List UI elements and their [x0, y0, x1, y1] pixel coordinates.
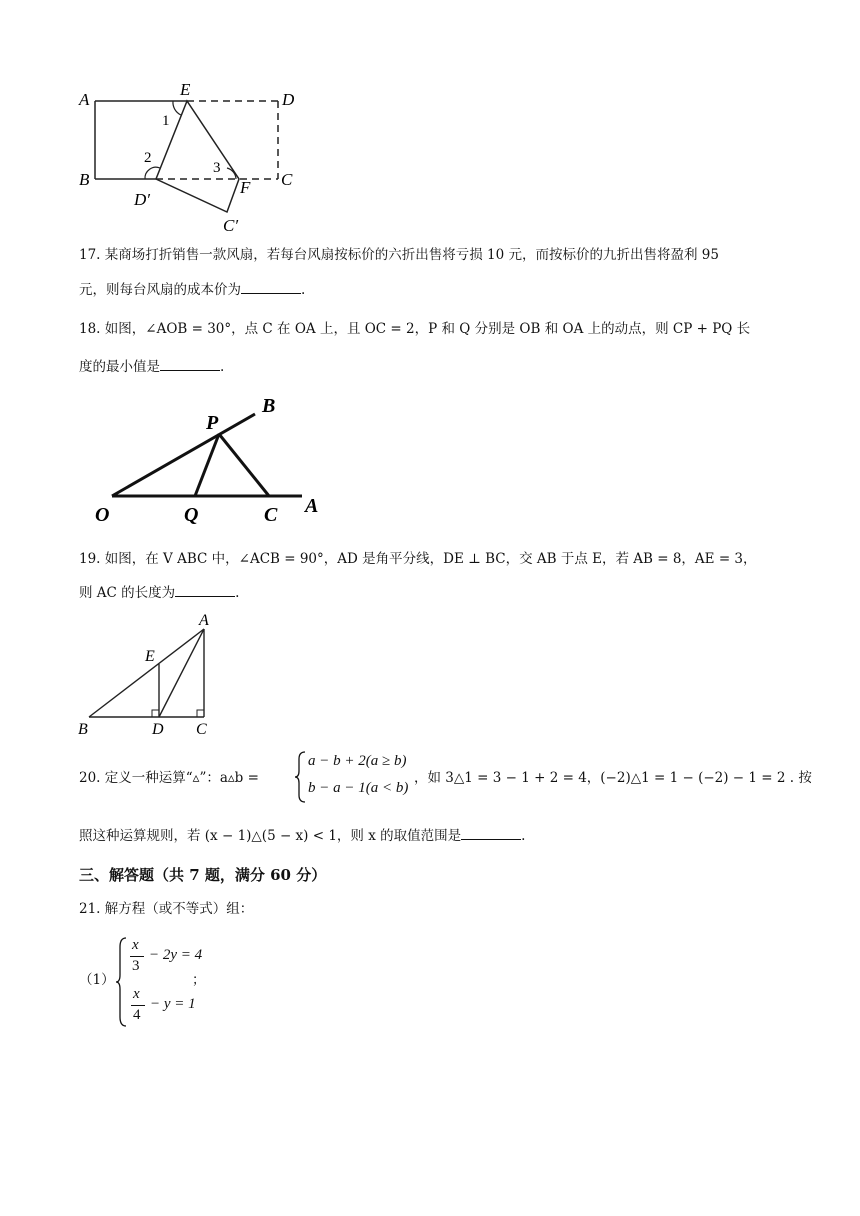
angle-aob-figure	[88, 392, 328, 526]
q21-eq1-rest: − 2y = 4	[149, 947, 203, 963]
q19-line2	[79, 582, 239, 604]
label-angle-1: 1	[162, 113, 170, 129]
q20-prefix: 20. 定义一种运算“▵”：a▵b =	[79, 770, 259, 786]
q21-eq2-denominator: 4	[133, 1007, 141, 1023]
label-c: C	[281, 170, 293, 189]
label-b: B	[262, 395, 276, 417]
section-3-heading: 三、解答题（共 7 题，满分 60 分）	[79, 866, 327, 884]
q20-line2	[79, 825, 525, 847]
label-f: F	[240, 178, 251, 197]
q18-line2	[79, 356, 224, 378]
folded-rectangle-figure	[70, 84, 310, 240]
q20-case2: b − a − 1(a < b)	[308, 780, 409, 796]
label-p: P	[206, 412, 219, 434]
q17-line1: 17. 某商场打折销售一款风扇，若每台风扇按标价的六折出售将亏损 10 元，而按标价的九折出售将盈利 95	[79, 247, 719, 263]
q21-eq1-fraction-bar	[130, 956, 144, 957]
q21-eq2-numerator: x	[133, 986, 140, 1002]
q19-line2-end: .	[235, 585, 240, 601]
label-b: B	[79, 170, 90, 189]
q21-stem: 21. 解方程（或不等式）组：	[79, 901, 254, 917]
right-angle-mark-c	[197, 710, 204, 717]
angle-3-arc	[227, 168, 236, 179]
label-c: C	[196, 721, 207, 738]
q17-line2	[79, 279, 305, 301]
q19-line1: 19. 如图，在 V ABC 中，∠ACB = 90°，AD 是角平分线，DE ⊥ BC，交 AB 于点 E，若 AB = 8，AE = 3，	[79, 551, 757, 567]
label-d: D	[282, 90, 295, 109]
q17-answer-blank	[241, 279, 301, 294]
q18-line2-text: 度的最小值是	[79, 359, 160, 375]
label-o: O	[95, 504, 110, 526]
label-angle-2: 2	[144, 150, 152, 166]
q20-answer-blank	[461, 825, 521, 840]
label-c: C	[264, 504, 278, 526]
q21-eq1-numerator: x	[132, 937, 139, 953]
segment-pq	[195, 434, 219, 496]
q18-line2-end: .	[220, 359, 225, 375]
q17-line2-end: .	[301, 282, 306, 298]
q20-line2-end: .	[521, 828, 526, 844]
q18-line1: 18. 如图，∠AOB = 30°，点 C 在 OA 上，且 OC = 2，P 和 Q 分别是 OB 和 OA 上的动点，则 CP + PQ 长	[79, 321, 751, 337]
q18-answer-blank	[160, 356, 220, 371]
q20-brace	[295, 751, 307, 803]
side-ab	[89, 629, 204, 717]
q19-line2-text: 则 AC 的长度为	[79, 585, 176, 601]
triangle-abc-figure	[72, 612, 222, 738]
q20-examples: ，如 3△1 = 3 − 1 + 2 = 4，(−2)△1 = 1 − (−2) − 1 = 2 . 按	[414, 770, 812, 786]
label-a: A	[79, 90, 90, 109]
q21-brace	[116, 937, 128, 1027]
q17-line2-text: 元，则每台风扇的成本价为	[79, 282, 241, 298]
label-d-prime: D′	[134, 190, 150, 209]
label-angle-3: 3	[213, 160, 221, 176]
label-b: B	[78, 721, 88, 738]
label-d: D	[152, 721, 164, 738]
label-q: Q	[184, 504, 199, 526]
right-angle-mark-d	[152, 710, 159, 717]
segment-pc	[219, 434, 269, 496]
q21-eq2-fraction-bar	[131, 1005, 145, 1006]
angle-1-arc	[173, 101, 181, 115]
q19-answer-blank	[175, 582, 235, 597]
label-e: E	[180, 84, 191, 99]
q21-eq1-denominator: 3	[132, 958, 140, 974]
q20-case1: a − b + 2(a ≥ b)	[308, 753, 407, 769]
q20-line2-text: 照这种运算规则，若 (x − 1)△(5 − x) < 1，则 x 的取值范围是	[79, 828, 462, 844]
ray-ob	[112, 414, 255, 496]
label-a: A	[199, 612, 209, 629]
q21-part-label: （1）	[79, 972, 115, 988]
segment-ad	[159, 629, 204, 717]
q21-eq2-rest: − y = 1	[150, 996, 196, 1012]
label-a: A	[305, 495, 319, 517]
q21-end-mark: ；	[192, 972, 206, 988]
label-c-prime: C′	[223, 216, 239, 235]
label-e: E	[145, 648, 155, 665]
